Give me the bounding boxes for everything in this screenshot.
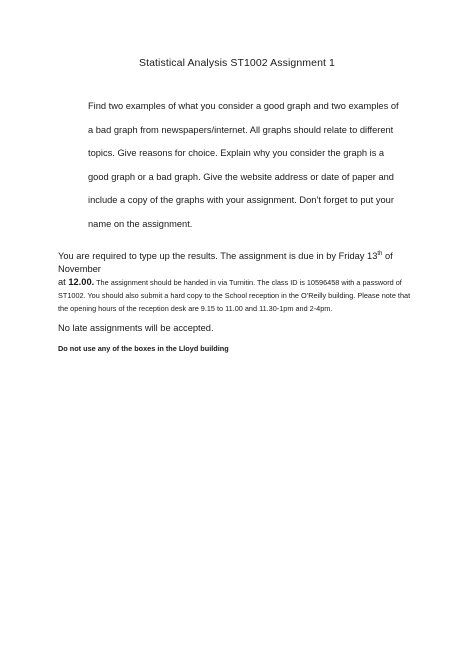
submission-details xyxy=(58,250,418,355)
due-paragraph xyxy=(58,250,418,315)
submission-instructions: The assignment should be handed in via Turnitin. The class ID is 10596458 with a password of ST1002. You should also submit a hard copy to the School reception in the O’Reilly building. Please note that the opening hours of the reception desk are 9.15 to 11.00 and 11.30-1pm and 2-4pm. xyxy=(58,278,411,313)
assignment-instructions xyxy=(88,95,406,236)
document-title: Statistical Analysis ST1002 Assignment 1 xyxy=(138,57,335,69)
due-time: 12.00. xyxy=(68,277,95,287)
due-date-ordinal: th xyxy=(377,251,383,257)
no-late-notice: No late assignments will be accepted. xyxy=(58,323,214,333)
due-time-prefix: at xyxy=(58,277,69,287)
no-boxes-notice: Do not use any of the boxes in the Lloyd building xyxy=(58,344,229,353)
instructions-text: Find two examples of what you consider a good graph and two examples of a bad graph from newspapers/internet. All graphs should relate to different topics. Give reasons for choice. Explain why you consider the graph is a good graph or a bad graph. Give the website address or date of paper and include a copy of the graphs with your assignment. Don’t forget to put your name on the assignment. xyxy=(88,101,399,229)
due-lead-text: You are required to type up the results. The assignment is due in by Friday 13 xyxy=(58,251,378,261)
due-month-text: of November xyxy=(58,251,393,274)
